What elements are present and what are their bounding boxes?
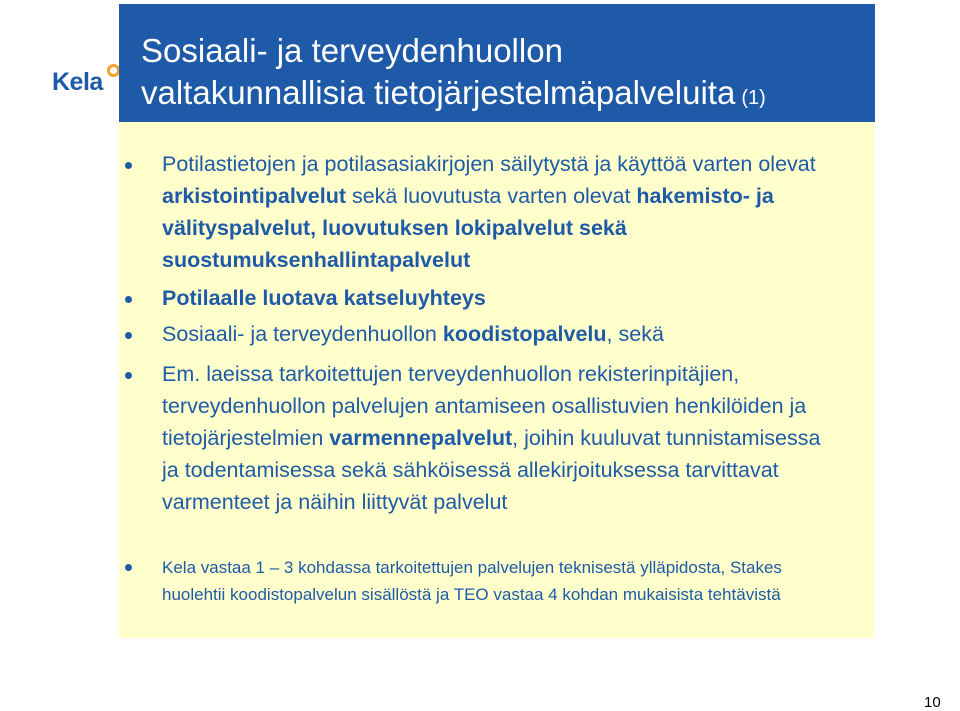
bullet-dot-icon: [125, 564, 132, 571]
page-number: 10: [924, 694, 941, 711]
title-panel: [119, 4, 875, 122]
bullet-3-seg-2: koodistopalvelu: [442, 322, 607, 346]
bullet-4-seg-3: , joihin kuuluvat tunnistamisessa ja todentamisessa sekä sähköisessä allekirjoituksessa tarvittavat varmenteet ja näihin liittyvät palvelut: [162, 426, 821, 514]
bullet-1-seg-4: hakemisto- ja välityspalvelut, luovutuksen lokipalvelut sekä suostumuksenhallintapalvelut: [162, 184, 774, 272]
bullet-5-seg-1: Kela vastaa 1 – 3 kohdassa tarkoitettujen palvelujen teknisestä ylläpidosta, Stakes huolehtii koodistopalvelun sisällöstä ja TEO vastaa 4 kohdan mukaisista tehtävistä: [162, 558, 782, 604]
bullet-4-seg-2: varmennepalvelut: [329, 426, 513, 450]
bullet-dot-icon: [125, 372, 132, 379]
bullet-1-seg-2: arkistointipalvelut: [162, 184, 346, 208]
bullet-dot-icon: [125, 332, 132, 339]
bullet-text: [162, 282, 842, 314]
slide-title-line1: Sosiaali- ja terveydenhuollon: [141, 32, 563, 69]
bullet-2-seg-1: Potilaalle luotava katseluyhteys: [162, 286, 486, 310]
bullet-dot-icon: [125, 296, 132, 303]
bullet-dot-icon: [125, 162, 132, 169]
content-panel: [119, 122, 875, 638]
bullet-1-seg-1: Potilastietojen ja potilasasiakirjojen säilytystä ja käyttöä varten olevat: [162, 152, 816, 176]
slide-title-suffix: (1): [741, 87, 766, 109]
bullet-text: [162, 318, 842, 350]
bullet-text: [162, 554, 842, 608]
bullet-3-seg-3: , sekä: [606, 322, 664, 346]
bullet-4-seg-1: Em. laeissa tarkoitettujen terveydenhuollon rekisterinpitäjien, terveydenhuollon palvelujen antamiseen osallistuvien henkilöiden ja tietojärjestelmien: [162, 362, 807, 450]
bullet-1-seg-3: sekä luovutusta varten olevat: [346, 184, 637, 208]
slide-title: [141, 30, 766, 119]
kela-logo-text: Kela: [52, 68, 103, 96]
bullet-text: [162, 148, 842, 276]
slide-title-line2-text: valtakunnallisia tietojärjestelmäpalveluita: [141, 74, 736, 111]
bullet-3-seg-1: Sosiaali- ja terveydenhuollon: [162, 322, 443, 346]
slide-title-line2: [141, 72, 766, 119]
kela-logo: [52, 64, 122, 104]
bullet-text: [162, 358, 842, 518]
